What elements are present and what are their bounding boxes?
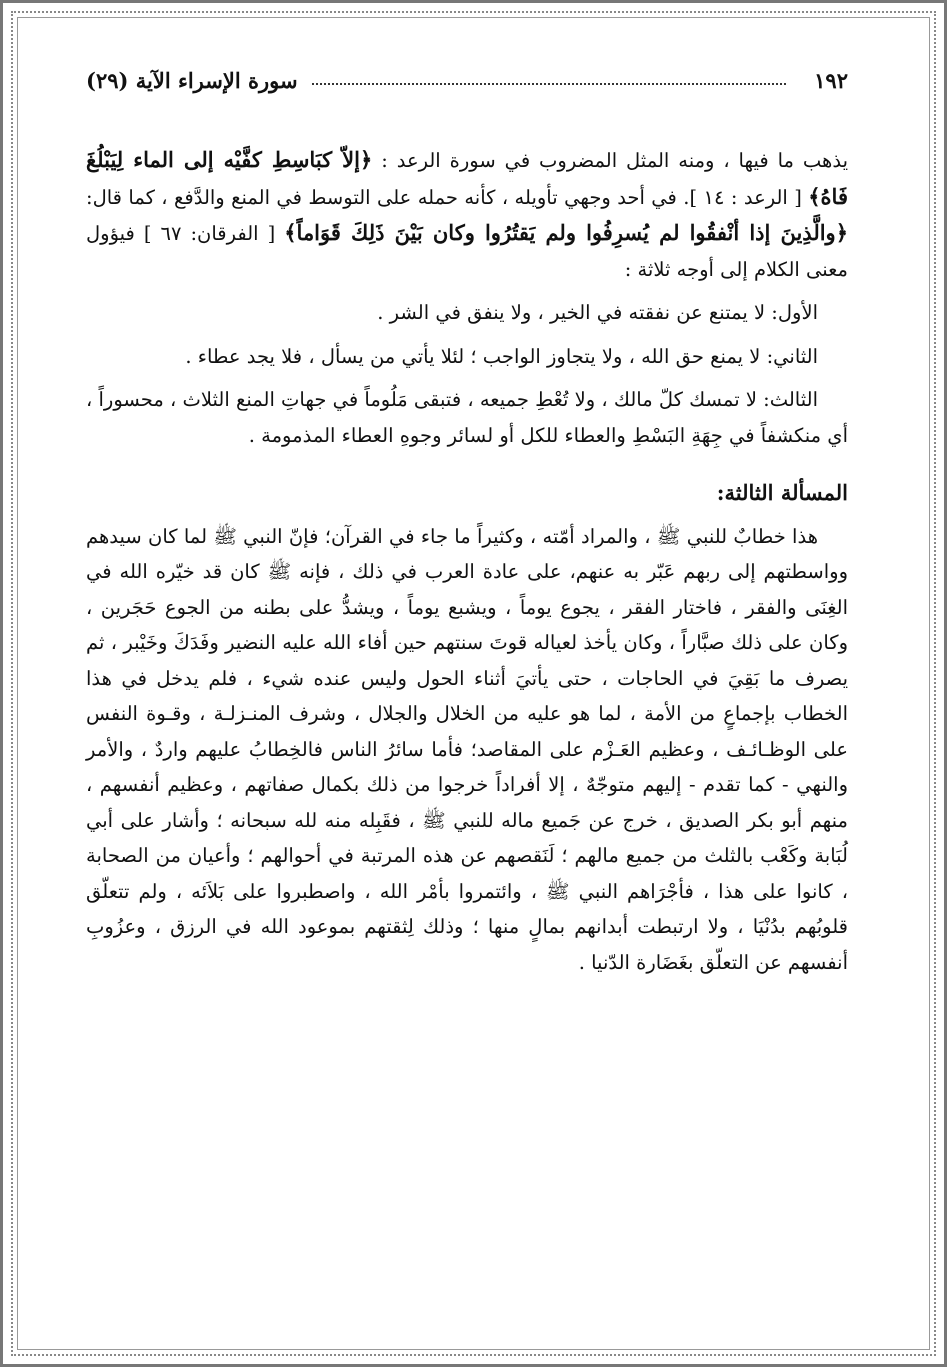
paragraph-intro [86, 142, 848, 287]
paragraph-main: هذا خطابٌ للنبي ﷺ ، والمراد أمّته ، وكثيراً ما جاء في القرآن؛ فإنّ النبي ﷺ لما كان سيدهم وواسطتهم إلى ربهم عَبّر به عنهم، على عادة العرب في ذلك ، فإنه ﷺ كان قد خيّره الله في الغِنَى والفقر ، فاختار الفقر ، يجوع يوماً ، ويشبع يوماً ، ويشدُّ على بطنه من الجوع حَجَرين ، وكان على ذلك صبَّاراً ، وكان يأخذ لعياله قوتَ سنتهم حين أفاء الله عليه النضير وفَدَكَ وخَيْبر ، ثم يصرف ما بَقِيَ في الحاجات ، حتى يأتيَ أثناء الحول وليس عنده شيء ، فلم يدخل في هذا الخطاب بإجماعٍ من الأمة ، لما هو عليه من الخلال والجلال ، وشرف المنـزلـة ، وقـوة النفس على الوظـائـف ، وعظيم العَـزْم على المقاصد؛ فأما سائرُ الناس فالخِطابُ عليهم واردٌ ، والأمر والنهي - كما تقدم - إليهم متوجّهٌ ، إلا أفراداً خرجوا من ذلك بكمال صفاتهم ، وعظيم أنفسهم ، منهم أبو بكر الصديق ، خرج عن جَميع ماله للنبي ﷺ ، فقَبِله منه لله سبحانه ؛ وأشار على أبي لُبَابة وكَعْب بالثلث من جميع مالهم ؛ لَنَقصهم عن هذه المرتبة في أحوالهم ؛ وأعيان من الصحابة ، كانوا على هذا ، فأجْرَاهم النبي ﷺ ، وائتمروا بأمْر الله ، واصطبروا على بَلاَئه ، ولم تتعلّق قلوبُهم بدُنْيَا ، ولا ارتبطت أبدانهم بمالٍ منها ؛ وذلك لِثقتهم بموعود الله في الرزق ، وعزُوبِ أنفسهم عن التعلّق بغَضَارة الدّنيا . [86, 524, 849, 974]
paragraph-first: الأول: لا يمتنع عن نفقته في الخير ، ولا ينفق في الشر . [377, 301, 818, 324]
running-header [86, 60, 848, 100]
intro-text-b: [ الرعد : ١٤ ]. في أحد وجهي تأويله ، كأنه حمله على التوسط في المنع والدَّفع ، كما قال: [86, 185, 809, 209]
intro-text-c: [ الفرقان: ٦٧ ] فيؤول معنى الكلام إلى أوجه ثلاثة : [86, 222, 848, 281]
header-title: سورة الإسراء الآية (٢٩) [86, 67, 298, 93]
paragraph-second: الثاني: لا يمنع حق الله ، ولا يتجاوز الواجب ؛ لئلا يأتي من يسأل ، فلا يجد عطاء . [185, 344, 818, 368]
intro-text-a: يذهب ما فيها ، ومنه المثل المضروب في سورة الرعد : [372, 149, 848, 172]
header-dotted-leader [312, 83, 787, 85]
page-number: ١٩٢ [814, 67, 848, 93]
page-body [86, 142, 848, 980]
document-page [86, 60, 848, 1340]
quran-verse-raad: ﴿إلاّ كبَاسِطِ كفَّيْه إلى الماء لِيَبْلُغَ فَاهُ﴾ [86, 147, 848, 209]
paragraph-third: الثالث: لا تمسك كلّ مالك ، ولا تُعْطِ جميعه ، فتبقى مَلُوماً في جهاتِ المنع الثلاث ، محسوراً ، أي منكشفاً في جِهَةِ البَسْطِ والعطاء للكل أو لسائر وجوهِ العطاء المذمومة . [86, 388, 848, 447]
quran-verse-furqan: ﴿والَّذِينَ إذا أنْفقُوا لم يُسرِفُوا ولم يَقتُرُوا وكان بَيْنَ ذَلِكَ قَوَاماً﴾ [284, 220, 849, 245]
section-heading: المسألة الثالثة: [716, 480, 848, 505]
